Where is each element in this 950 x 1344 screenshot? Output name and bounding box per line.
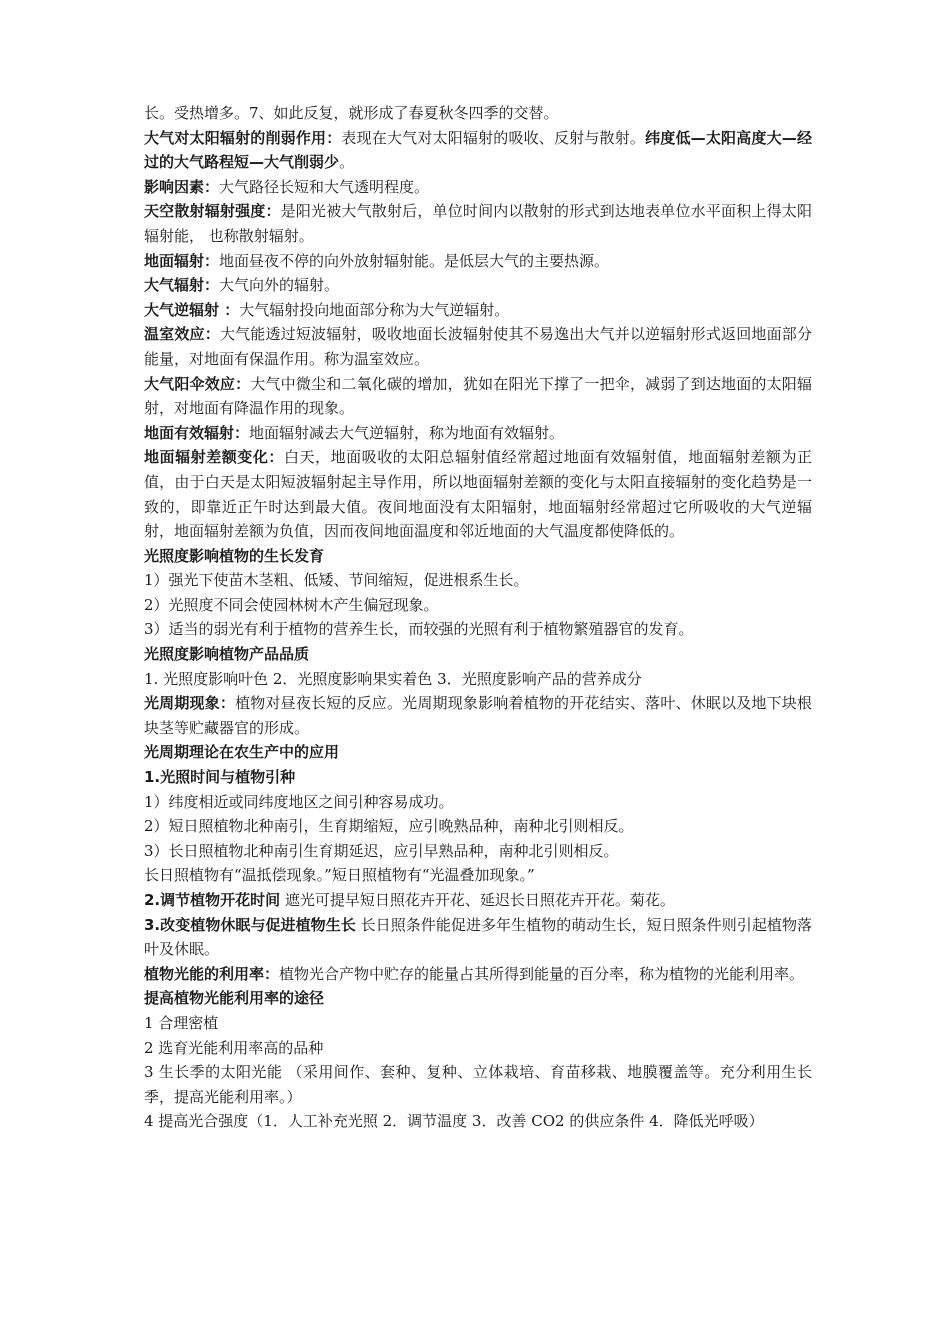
bold-term: 大气辐射： xyxy=(144,276,220,295)
text-run: 植物光合产物中贮存的能量占其所得到能量的百分率，称为植物的光能利用率。 xyxy=(279,964,805,983)
text-run: 植物对昼夜长短的反应。光周期现象影响着植物的开花结实、落叶、休眠以及地下块根块茎等贮藏器官的形成。 xyxy=(144,694,812,737)
text-run: 白天，地面吸收的太阳总辐射值经常超过地面有效辐射值，地面辐射差额为正值，由于白天是太阳短波辐射起主导作用，所以地面辐射差额的变化与太阳直接辐射的变化趋势是一致的，即靠近正午时达到最大值。夜间地面没有太阳辐射，地面辐射经常超过它所吸收的大气逆辐射，地面辐射差额为负值，因而夜间地面温度和邻近地面的大气温度都使降低的。 xyxy=(144,448,812,541)
paragraph xyxy=(144,962,812,987)
text-run: 表现在大气对太阳辐射的吸收、反射与散射。 xyxy=(341,128,646,147)
paragraph xyxy=(144,1036,812,1061)
text-run: 大气向外的辐射。 xyxy=(219,276,340,295)
bold-term: 光周期理论在农生产中的应用 xyxy=(144,743,340,762)
bold-term: 大气阳伞效应： xyxy=(144,374,251,393)
text-run: 3）适当的弱光有利于植物的营养生长，而较强的光照有利于植物繁殖器官的发育。 xyxy=(144,620,694,639)
paragraph xyxy=(144,101,812,126)
paragraph xyxy=(144,888,812,913)
paragraph xyxy=(144,322,812,371)
bold-term: 植物光能的利用率： xyxy=(144,964,280,983)
paragraph xyxy=(144,913,812,962)
paragraph xyxy=(144,175,812,200)
text-run: 遮光可提早短日照花卉开花、延迟长日照花卉开花。菊花。 xyxy=(280,891,675,909)
bold-term: 光照度影响植物产品品质 xyxy=(144,645,310,664)
paragraph xyxy=(144,544,812,569)
paragraph xyxy=(144,839,812,864)
paragraph xyxy=(144,790,812,815)
text-run: 2 选育光能利用率高的品种 xyxy=(144,1038,324,1057)
bold-term: 纬度低—太阳高度大—经过的大气路程短—大气削弱少 xyxy=(144,128,812,172)
bold-term: 2.调节植物开花时间 xyxy=(144,891,281,909)
bold-term: 光周期现象： xyxy=(144,694,236,713)
paragraph xyxy=(144,617,812,642)
bold-term: 光照度影响植物的生长发育 xyxy=(144,546,325,565)
text-run: 是阳光被大气散射后，单位时间内以散射的形式到达地表单位水平面积上得太阳辐射能， 也称散射辐射。 xyxy=(144,202,812,245)
paragraph xyxy=(144,814,812,839)
paragraph xyxy=(144,740,812,765)
paragraph xyxy=(144,568,812,593)
text-run: 2）短日照植物北种南引，生育期缩短，应引晚熟品种，南种北引则相反。 xyxy=(144,817,634,836)
paragraph xyxy=(144,273,812,298)
paragraph xyxy=(144,667,812,692)
text-run: 3）长日照植物北种南引生育期延迟，应引早熟品种，南种北引则相反。 xyxy=(144,841,619,860)
bold-term: 地面辐射： xyxy=(144,251,220,270)
bold-term: 天空散射辐射强度： xyxy=(144,202,281,221)
paragraph xyxy=(144,765,812,790)
paragraph xyxy=(144,298,812,323)
text-run: 长日照条件能促进多年生植物的萌动生长，短日照条件则引起植物落叶及休眠。 xyxy=(144,915,813,959)
bold-term: 大气逆辐射 ： xyxy=(144,300,240,319)
text-run: 长日照植物有“温抵偿现象。”短日照植物有“光温叠加现象。” xyxy=(144,866,535,885)
bold-term: 地面有效辐射： xyxy=(144,423,250,442)
text-run: 大气能透过短波辐射，吸收地面长波辐射使其不易逸出大气并以逆辐射形式返回地面部分能量，对地面有保温作用。称为温室效应。 xyxy=(144,325,812,368)
paragraph xyxy=(144,372,812,421)
paragraph xyxy=(144,642,812,667)
text-run: 4 提高光合强度（1．人工补充光照 2．调节温度 3．改善 CO2 的供应条件 4．降低光呼吸） xyxy=(144,1112,764,1131)
paragraph xyxy=(144,126,812,175)
text-run: 地面昼夜不停的向外放射辐射能。是低层大气的主要热源。 xyxy=(219,251,610,270)
bold-term: 温室效应： xyxy=(144,325,220,344)
text-run: 3 生长季的太阳光能 （采用间作、套种、复种、立体栽培、育苗移栽、地膜覆盖等。充分利用生长季，提高光能利用率。） xyxy=(144,1063,812,1106)
bold-term: 1.光照时间与植物引种 xyxy=(144,768,296,787)
bold-term: 地面辐射差额变化： xyxy=(144,448,284,467)
text-run: 2）光照度不同会使园林树木产生偏冠现象。 xyxy=(144,595,439,614)
paragraph xyxy=(144,863,812,888)
paragraph xyxy=(144,691,812,740)
text-run: 长。受热增多。7、如此反复，就形成了春夏秋冬四季的交替。 xyxy=(144,104,559,122)
text-run: 1 合理密植 xyxy=(144,1013,219,1032)
paragraph xyxy=(144,1011,812,1036)
text-run: 地面辐射减去大气逆辐射，称为地面有效辐射。 xyxy=(249,423,565,442)
text-run: 1. 光照度影响叶色 2．光照度影响果实着色 3．光照度影响产品的营养成分 xyxy=(144,669,642,688)
document-body xyxy=(144,101,812,1134)
paragraph xyxy=(144,445,812,543)
text-run: 大气辐射投向地面部分称为大气逆辐射。 xyxy=(239,300,510,319)
text-run: 大气路径长短和大气透明程度。 xyxy=(219,177,430,196)
text-run: 大气中微尘和二氧化碳的增加，犹如在阳光下撑了一把伞，减弱了到达地面的太阳辐射，对地面有降温作用的现象。 xyxy=(144,374,812,418)
paragraph xyxy=(144,1060,812,1109)
paragraph xyxy=(144,986,812,1011)
bold-term: 3.改变植物休眠与促进植物生长 xyxy=(144,915,356,934)
paragraph xyxy=(144,249,812,274)
paragraph xyxy=(144,593,812,618)
text-run: 1）强光下使苗木茎粗、低矮、节间缩短，促进根系生长。 xyxy=(144,571,529,590)
bold-term: 提高植物光能利用率的途径 xyxy=(144,989,325,1008)
paragraph xyxy=(144,1109,812,1134)
bold-term: 影响因素： xyxy=(144,177,220,196)
text-run: 。 xyxy=(339,153,355,172)
text-run: 1）纬度相近或同纬度地区之间引种容易成功。 xyxy=(144,792,454,811)
bold-term: 大气对太阳辐射的削弱作用： xyxy=(144,128,342,147)
paragraph xyxy=(144,199,812,248)
paragraph xyxy=(144,421,812,446)
